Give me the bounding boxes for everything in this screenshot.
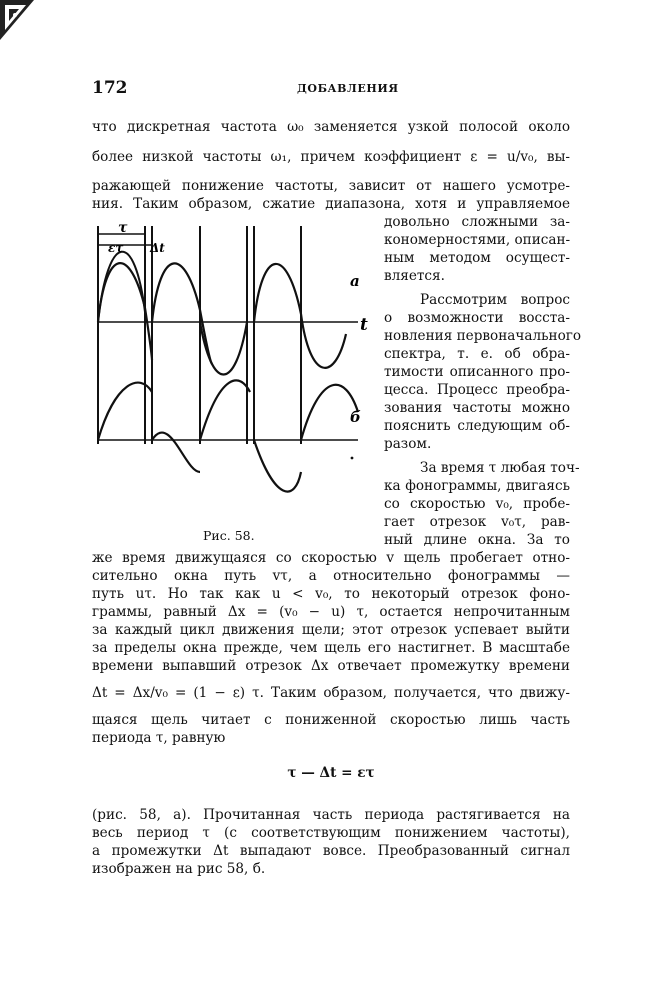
running-title: ДОБАВЛЕНИЯ bbox=[297, 82, 399, 95]
text-line: граммы, равный Δx = (v₀ − u) τ, остается непрочитанным bbox=[92, 604, 570, 620]
curve-b-part-4 bbox=[254, 440, 301, 492]
delta-t-label: Δt bbox=[150, 241, 165, 255]
side-line: довольно сложными за- bbox=[384, 214, 570, 230]
curve-a-part-2b bbox=[200, 310, 212, 364]
text-line: за каждый цикл движения щели; этот отрезок успевает выйти bbox=[92, 622, 570, 638]
figure-caption: Рис. 58. bbox=[203, 528, 255, 543]
text-line: щаяся щель читает с пониженной скоростью лишь часть bbox=[92, 712, 570, 728]
curve-a-hidden bbox=[145, 265, 207, 381]
side-line: ка фонограммы, двигаясь bbox=[384, 478, 570, 494]
side-line: гает отрезок v₀τ, рав- bbox=[384, 514, 570, 530]
curve-a-part-4 bbox=[254, 264, 301, 322]
side-line: ный длине окна. За то bbox=[384, 532, 570, 548]
side-line: ным методом осущест- bbox=[384, 250, 570, 266]
side-line: вляется. bbox=[384, 268, 445, 284]
text-line: периода τ, равную bbox=[92, 730, 226, 746]
text-line: сительно окна путь vτ, а относительно фонограммы — bbox=[92, 568, 570, 584]
page-number: 172 bbox=[92, 78, 128, 98]
text-line: времени выпавший отрезок Δx отвечает промежутку времени bbox=[92, 658, 570, 674]
text-line: же время движущаяся со скоростью v щель пробегает отно- bbox=[92, 550, 570, 566]
side-line: зования частоты можно bbox=[384, 400, 570, 416]
side-line: Рассмотрим вопрос bbox=[420, 292, 570, 308]
eps-tau-label: ετ bbox=[108, 241, 124, 255]
panel-b-label: б bbox=[350, 408, 361, 426]
side-line: цесса. Процесс преобра- bbox=[384, 382, 570, 398]
text-line: ражающей понижение частоты, зависит от нашего усмотре- bbox=[92, 178, 570, 194]
figure-58 bbox=[90, 222, 384, 534]
text-line: а промежутки Δt выпадают вовсе. Преобразованный сигнал bbox=[92, 843, 570, 859]
text-line: ния. Таким образом, сжатие диапазона, хотя и управляемое bbox=[92, 196, 570, 212]
t-axis-label: t bbox=[360, 315, 368, 335]
side-line: разом. bbox=[384, 436, 432, 452]
page-header bbox=[92, 78, 570, 100]
text-line: изображен на рис 58, б. bbox=[92, 861, 266, 877]
tick-dot bbox=[351, 457, 354, 460]
side-line: тимости описанного про- bbox=[384, 364, 570, 380]
side-line: пояснить следующим об- bbox=[384, 418, 570, 434]
text-line: более низкой частоты ω₁, причем коэффициент ε = u/v₀, вы- bbox=[92, 149, 570, 165]
panel-a-label: а bbox=[350, 272, 360, 290]
side-line: За время τ любая точ- bbox=[420, 460, 580, 476]
side-line: спектра, т. е. об обра- bbox=[384, 346, 570, 362]
side-line: кономерностями, описан- bbox=[384, 232, 571, 248]
text-line: (рис. 58, а). Прочитанная часть периода растягивается на bbox=[92, 807, 570, 823]
tau-label: τ bbox=[118, 222, 128, 236]
side-line: о возможности восста- bbox=[384, 310, 570, 326]
text-line: Δt = Δx/v₀ = (1 − ε) τ. Таким образом, получается, что движу- bbox=[92, 685, 570, 701]
text-line: что дискретная частота ω₀ заменяется узкой полосой около bbox=[92, 119, 570, 135]
curve-a-part-2 bbox=[152, 263, 200, 322]
curve-b-part-2 bbox=[152, 433, 200, 472]
side-line: со скоростью v₀, пробе- bbox=[384, 496, 570, 512]
corner-ornament-icon bbox=[0, 0, 34, 40]
text-line: весь период τ (с соответствующим понижением частоты), bbox=[92, 825, 570, 841]
curve-b-part-3 bbox=[200, 380, 250, 440]
curve-a-part-1b bbox=[145, 308, 152, 360]
curve-b-part-1 bbox=[98, 383, 152, 440]
text-line: за пределы окна прежде, чем щель его настигнет. В масштабе bbox=[92, 640, 570, 656]
formula: τ — Δt = ετ bbox=[287, 765, 375, 781]
side-line: новления первоначального bbox=[384, 328, 582, 344]
text-line: путь uτ. Но так как u < v₀, то некоторый отрезок фоно- bbox=[92, 586, 570, 602]
